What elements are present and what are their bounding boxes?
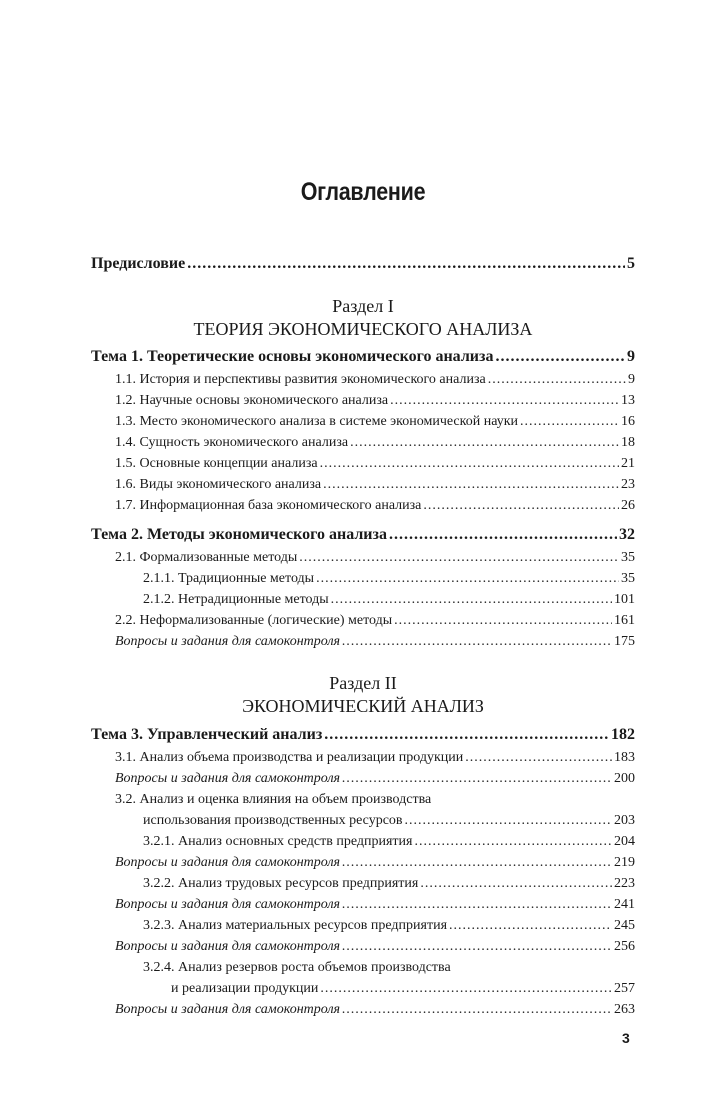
toc-label: 1.4. Сущность экономического анализа: [115, 435, 349, 450]
toc-label: 2.1.1. Традиционные методы: [143, 571, 315, 586]
toc-leader: [316, 571, 619, 587]
toc-entry-1-1[interactable]: [115, 372, 635, 392]
section-1-title: ТЕОРИЯ ЭКОНОМИЧЕСКОГО АНАЛИЗА: [193, 319, 533, 339]
toc-entry-questions[interactable]: [115, 855, 635, 875]
section-2-title: ЭКОНОМИЧЕСКИЙ АНАЛИЗ: [242, 696, 484, 716]
toc-label: 3.2.1. Анализ основных средств предприятия: [143, 834, 413, 849]
toc-page: 161: [614, 613, 635, 628]
toc-entry-2-1-1[interactable]: [143, 571, 635, 591]
section-2-label: Раздел II: [329, 673, 397, 693]
toc-page: 5: [627, 255, 635, 272]
toc-page: 9: [627, 348, 635, 365]
toc-label: 2.1.2. Нетрадиционные методы: [143, 592, 329, 607]
toc-entry-3-2-4-line1[interactable]: 3.2.4. Анализ резервов роста объемов производства: [143, 960, 451, 975]
toc-leader: [465, 750, 612, 766]
toc-entry-topic-3[interactable]: [91, 726, 635, 748]
toc-page: 21: [621, 456, 635, 471]
toc-leader: [420, 876, 612, 892]
toc-entry-topic-1[interactable]: [91, 348, 635, 370]
toc-label: 2.2. Неформализованные (логические) методы: [115, 613, 393, 628]
toc-leader: [390, 393, 619, 409]
toc-label: Вопросы и задания для самоконтроля: [115, 1002, 341, 1017]
toc-page: 241: [614, 897, 635, 912]
toc-leader: [299, 550, 619, 566]
toc-page: 219: [614, 855, 635, 870]
toc-entry-3-2-2[interactable]: [143, 876, 635, 896]
toc-label: Вопросы и задания для самоконтроля: [115, 771, 341, 786]
toc-entry-1-3[interactable]: [115, 414, 635, 434]
toc-label: Предисловие: [91, 255, 186, 272]
toc-page: 256: [614, 939, 635, 954]
toc-entry-questions[interactable]: [115, 1002, 635, 1022]
toc-entry-3-2-line1[interactable]: 3.2. Анализ и оценка влияния на объем производства: [115, 792, 432, 807]
toc-leader: [389, 526, 617, 544]
toc-label: 1.1. История и перспективы развития экономического анализа: [115, 372, 486, 387]
toc-label: 3.1. Анализ объема производства и реализации продукции: [115, 750, 464, 765]
toc-entry-questions[interactable]: [115, 939, 635, 959]
toc-page: 35: [621, 571, 635, 586]
toc-leader: [342, 855, 612, 871]
toc-entry-3-2-1[interactable]: [143, 834, 635, 854]
toc-entry-topic-2[interactable]: [91, 526, 635, 548]
toc-leader: [495, 348, 625, 366]
toc-label: Тема 3. Управленческий анализ: [91, 726, 323, 743]
toc-entry-questions[interactable]: [115, 771, 635, 791]
toc-label: 3.2.2. Анализ трудовых ресурсов предприятия: [143, 876, 419, 891]
toc-leader: [331, 592, 612, 608]
toc-leader: [187, 255, 625, 273]
toc-label: Тема 1. Теоретические основы экономического анализа: [91, 348, 494, 365]
toc-leader: [488, 372, 626, 388]
page-title: Оглавление: [300, 178, 426, 206]
toc-label: 1.7. Информационная база экономического анализа: [115, 498, 422, 513]
page-number: 3: [622, 1030, 630, 1046]
toc-leader: [405, 813, 612, 829]
toc-label: 1.5. Основные концепции анализа: [115, 456, 318, 471]
toc-leader: [342, 939, 612, 955]
toc-entry-1-7[interactable]: [115, 498, 635, 518]
toc-entry-questions[interactable]: [115, 634, 635, 654]
toc-leader: [342, 634, 612, 650]
toc-page: 26: [621, 498, 635, 513]
toc-entry-2-2[interactable]: [115, 613, 635, 633]
toc-entry-1-2[interactable]: [115, 393, 635, 413]
toc-page: 245: [614, 918, 635, 933]
toc-page: 101: [614, 592, 635, 607]
toc-leader: [324, 726, 609, 744]
toc-page: 16: [621, 414, 635, 429]
toc-page: 18: [621, 435, 635, 450]
toc-page: 263: [614, 1002, 635, 1017]
toc-entry-3-2[interactable]: [143, 813, 635, 833]
toc-label: 1.6. Виды экономического анализа: [115, 477, 322, 492]
toc-label: 1.3. Место экономического анализа в системе экономической науки: [115, 414, 519, 429]
toc-label: и реализации продукции: [171, 981, 319, 996]
toc-label: Вопросы и задания для самоконтроля: [115, 897, 341, 912]
toc-leader: [342, 897, 612, 913]
toc-page: 13: [621, 393, 635, 408]
toc-page: 223: [614, 876, 635, 891]
toc-label: 2.1. Формализованные методы: [115, 550, 298, 565]
toc-entry-1-5[interactable]: [115, 456, 635, 476]
toc-page: 9: [628, 372, 635, 387]
toc-entry-2-1-2[interactable]: [143, 592, 635, 612]
toc-page: 35: [621, 550, 635, 565]
toc-entry-1-6[interactable]: [115, 477, 635, 497]
toc-leader: [423, 498, 619, 514]
toc-entry-questions[interactable]: [115, 897, 635, 917]
toc-label: Тема 2. Методы экономического анализа: [91, 526, 387, 543]
toc-page: 182: [611, 726, 635, 743]
toc-page: 203: [614, 813, 635, 828]
toc-page: 204: [614, 834, 635, 849]
toc-entry-3-2-3[interactable]: [143, 918, 635, 938]
toc-label: Вопросы и задания для самоконтроля: [115, 855, 341, 870]
toc-page: 183: [614, 750, 635, 765]
toc-label: использования производственных ресурсов: [143, 813, 403, 828]
toc-entry-3-2-4[interactable]: [171, 981, 635, 1001]
toc-page: 175: [614, 634, 635, 649]
toc-leader: [394, 613, 612, 629]
toc-page: 23: [621, 477, 635, 492]
toc-entry-3-1[interactable]: [115, 750, 635, 770]
toc-leader: [323, 477, 619, 493]
toc-leader: [350, 435, 619, 451]
toc-leader: [414, 834, 612, 850]
section-1-label: Раздел I: [332, 296, 394, 316]
toc-leader: [320, 981, 612, 997]
toc-page: 200: [614, 771, 635, 786]
toc-leader: [342, 771, 612, 787]
toc-leader: [449, 918, 612, 934]
toc-leader: [320, 456, 619, 472]
toc-label: Вопросы и задания для самоконтроля: [115, 634, 341, 649]
toc-leader: [342, 1002, 612, 1018]
toc-page: 32: [619, 526, 635, 543]
toc-entry-preface[interactable]: [91, 255, 635, 277]
toc-label: 1.2. Научные основы экономического анализа: [115, 393, 389, 408]
toc-page: 257: [614, 981, 635, 996]
toc-entry-2-1[interactable]: [115, 550, 635, 570]
toc-label: 3.2.3. Анализ материальных ресурсов предприятия: [143, 918, 448, 933]
toc-label: Вопросы и задания для самоконтроля: [115, 939, 341, 954]
toc-entry-1-4[interactable]: [115, 435, 635, 455]
toc-leader: [520, 414, 619, 430]
